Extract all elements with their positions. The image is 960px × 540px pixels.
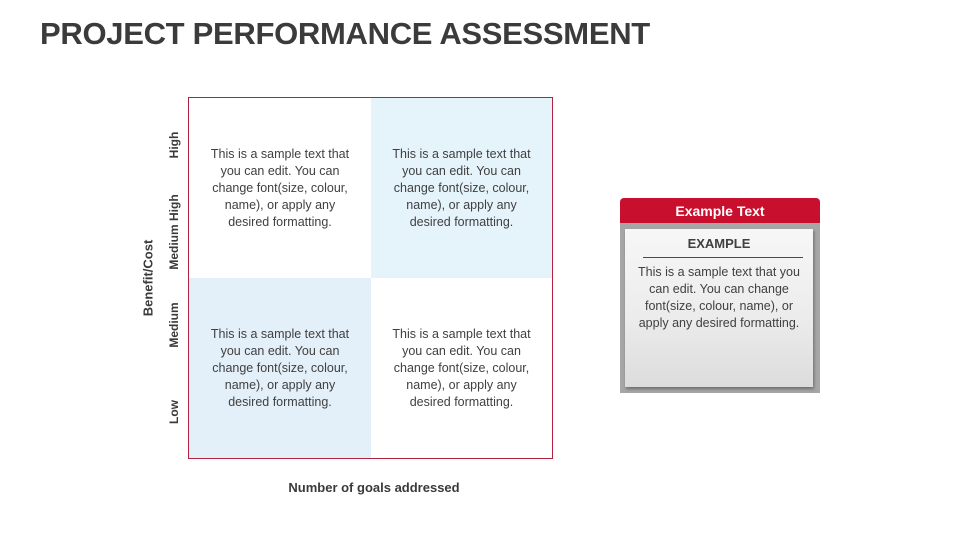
- matrix-cell-top-left: [189, 98, 371, 278]
- y-axis-label: Benefit/Cost: [140, 239, 156, 317]
- example-card: [620, 198, 820, 394]
- matrix-cell-top-right: [371, 98, 552, 278]
- y-tick-medium-high: Medium High: [167, 194, 181, 270]
- y-tick-high: High: [167, 131, 181, 159]
- matrix-cell-text: This is a sample text that you can edit. You can change font(size, colour, name), or apply any desired formatting.: [392, 146, 531, 229]
- matrix-cell-bottom-right: [371, 278, 552, 458]
- card-text: This is a sample text that you can edit. You can change font(size, colour, name), or apply any desired formatting.: [638, 265, 800, 330]
- card-header: Example Text: [620, 198, 820, 224]
- assessment-matrix: [188, 97, 553, 459]
- card-divider: [643, 257, 803, 258]
- y-tick-low: Low: [167, 400, 181, 424]
- matrix-cell-text: This is a sample text that you can edit. You can change font(size, colour, name), or apply any desired formatting.: [210, 326, 350, 409]
- matrix-cell-bottom-left: [189, 278, 371, 458]
- card-body: [625, 229, 813, 387]
- page-title: PROJECT PERFORMANCE ASSESSMENT: [40, 16, 650, 51]
- y-tick-medium: Medium: [167, 302, 181, 348]
- x-axis-label: Number of goals addressed: [288, 480, 460, 495]
- card-frame: [620, 223, 820, 393]
- matrix-cell-text: This is a sample text that you can edit. You can change font(size, colour, name), or apply any desired formatting.: [392, 326, 531, 409]
- card-subtitle: EXAMPLE: [687, 236, 751, 251]
- matrix-cell-text: This is a sample text that you can edit. You can change font(size, colour, name), or apply any desired formatting.: [210, 146, 350, 229]
